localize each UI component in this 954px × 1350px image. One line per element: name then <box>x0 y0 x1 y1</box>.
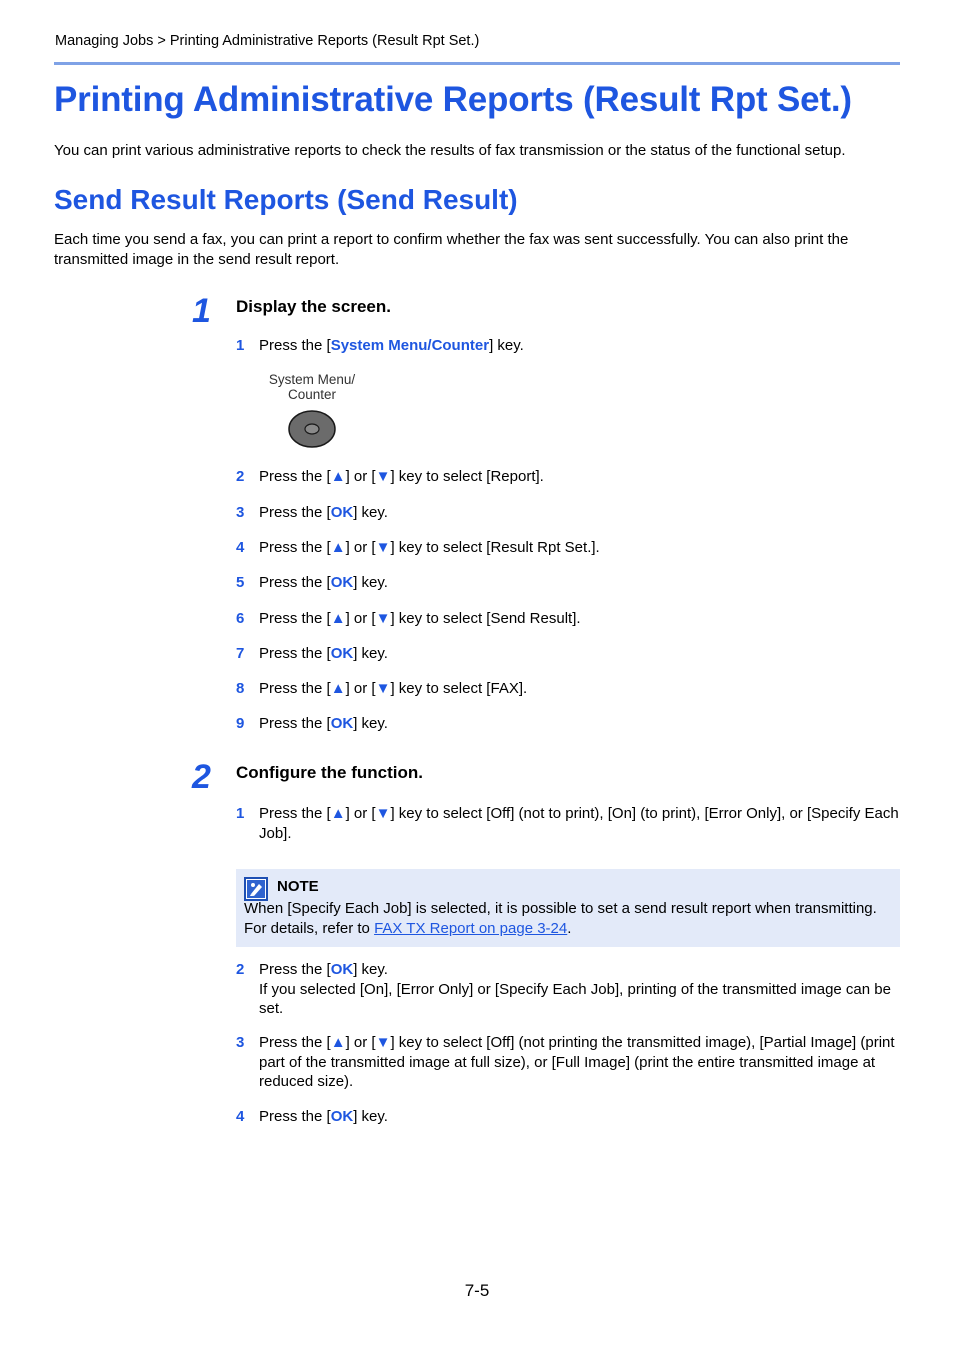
page-title: Printing Administrative Reports (Result Rpt Set.) <box>54 80 852 119</box>
substep-text: ] key. <box>353 504 388 521</box>
substep-text: ] or [ <box>345 468 376 485</box>
substep-text: Press the [ <box>259 805 331 822</box>
substep-number: 2 <box>236 961 245 978</box>
substep-text: ] key. <box>353 574 388 591</box>
substep-text: Press the [ <box>259 610 331 627</box>
ok-key-name: OK <box>330 715 354 732</box>
step-1-heading: Display the screen. <box>236 297 391 316</box>
section-description: Each time you send a fax, you can print a report to confirm whether the fax was sent successfully. You can also print the transmitted image in the send result report. <box>54 231 849 268</box>
substep-text: ] key. <box>353 715 388 732</box>
substep-text: Press the [ <box>259 468 331 485</box>
up-arrow-icon: ▲ <box>330 805 346 822</box>
substep-text: Press the [ <box>259 539 331 556</box>
substep-text: ] or [ <box>345 805 376 822</box>
system-menu-key-label: System Menu/ Counter <box>268 372 356 402</box>
substep-number: 5 <box>236 574 245 591</box>
intro-text: You can print various administrative reports to check the results of fax transmission or the status of the functional setup. <box>54 142 846 159</box>
substep-number: 1 <box>236 337 245 354</box>
substep-text: ] or [ <box>345 680 376 697</box>
note-text: When [Specify Each Job] is selected, it is possible to set a send result report when transmitting. For details, refer to <box>244 900 877 937</box>
ok-key-name: OK <box>330 1108 354 1125</box>
substep-text: Press the [ <box>259 961 331 978</box>
up-arrow-icon: ▲ <box>330 539 346 556</box>
substep-text: ] key. <box>489 337 524 354</box>
substep-text: ] key to select [FAX]. <box>390 680 528 697</box>
substep-text: ] or [ <box>345 539 376 556</box>
substep-text: Press the [ <box>259 337 331 354</box>
down-arrow-icon: ▼ <box>375 539 391 556</box>
down-arrow-icon: ▼ <box>375 805 391 822</box>
ok-key-name: OK <box>330 961 354 978</box>
substep-number: 1 <box>236 805 245 822</box>
ok-key-name: OK <box>330 504 354 521</box>
substep-text: ] key. <box>353 645 388 662</box>
key-name: System Menu/Counter <box>330 337 490 354</box>
up-arrow-icon: ▲ <box>330 468 346 485</box>
substep-extra-text: If you selected [On], [Error Only] or [Specify Each Job], printing of the transmitted image can be set. <box>259 980 891 1017</box>
header-rule <box>54 62 900 65</box>
down-arrow-icon: ▼ <box>375 610 391 627</box>
substep-number: 2 <box>236 468 245 485</box>
substep-text: Press the [ <box>259 1108 331 1125</box>
down-arrow-icon: ▼ <box>375 680 391 697</box>
substep-text: ] or [ <box>345 1034 376 1051</box>
substep-number: 3 <box>236 504 245 521</box>
substep-number: 4 <box>236 1108 245 1125</box>
substep-text: ] key to select [Report]. <box>390 468 544 485</box>
substep-number: 3 <box>236 1034 245 1051</box>
substep-number: 8 <box>236 680 245 697</box>
substep-text: ] key. <box>353 1108 388 1125</box>
down-arrow-icon: ▼ <box>375 1034 391 1051</box>
substep-text: ] key to select [Result Rpt Set.]. <box>390 539 600 556</box>
up-arrow-icon: ▲ <box>330 610 346 627</box>
substep-text: ] or [ <box>345 610 376 627</box>
ok-key-name: OK <box>330 574 354 591</box>
substep-text: Press the [ <box>259 574 331 591</box>
fax-tx-report-link[interactable]: FAX TX Report on page 3-24 <box>374 920 568 937</box>
note-title: NOTE <box>277 878 319 895</box>
substep-number: 4 <box>236 539 245 556</box>
substep-text: Press the [ <box>259 680 331 697</box>
up-arrow-icon: ▲ <box>330 1034 346 1051</box>
page-number: 7-5 <box>464 1281 490 1300</box>
step-1-number: 1 <box>192 292 211 330</box>
down-arrow-icon: ▼ <box>375 468 391 485</box>
up-arrow-icon: ▲ <box>330 680 346 697</box>
substep-text: ] key to select [Off] (not printing the transmitted image), [Partial Image] (print part of the transmitted image at full size), or [Full Image] (print the entire transmitted image at reduced size). <box>259 1034 895 1090</box>
step-2-heading: Configure the function. <box>236 763 423 782</box>
substep-text: Press the [ <box>259 645 331 662</box>
note-body <box>244 899 884 939</box>
section-title: Send Result Reports (Send Result) <box>54 184 518 215</box>
substep-text: Press the [ <box>259 1034 331 1051</box>
substep-text: Press the [ <box>259 504 331 521</box>
substep-text: ] key. <box>353 961 388 978</box>
breadcrumb: Managing Jobs > Printing Administrative Reports (Result Rpt Set.) <box>55 33 480 49</box>
substep-text: Press the [ <box>259 715 331 732</box>
substep-text: ] key to select [Send Result]. <box>390 610 581 627</box>
system-menu-key-icon <box>288 410 336 448</box>
substep-number: 6 <box>236 610 245 627</box>
substep-number: 7 <box>236 645 245 662</box>
step-2-number: 2 <box>192 758 211 796</box>
note-icon <box>244 877 268 901</box>
note-box <box>236 869 900 947</box>
note-text: . <box>567 920 572 937</box>
substep-number: 9 <box>236 715 245 732</box>
ok-key-name: OK <box>330 645 354 662</box>
substep-text: ] key to select [Off] (not to print), [On] (to print), [Error Only], or [Specify Each Job]. <box>259 805 899 842</box>
